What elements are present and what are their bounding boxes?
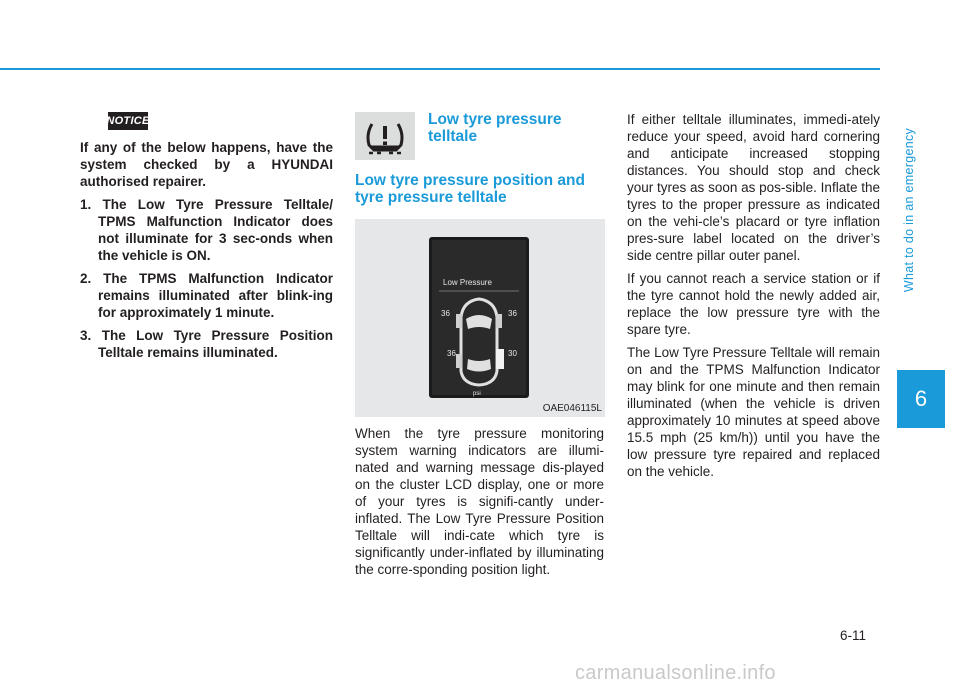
figure-code: OAE046115L: [542, 403, 602, 414]
instruction-paragraph: If you cannot reach a service station or if the tyre cannot hold the newly added air, replace the low pressure tyre with the spare tyre.: [627, 271, 880, 337]
telltale-heading: Low tyre pressure telltale: [428, 111, 562, 145]
tpms-display-figure: [355, 219, 605, 417]
notice-item: 3. The Low Tyre Pressure Position Telltale remains illuminated.: [80, 328, 333, 360]
position-telltale-heading: Low tyre pressure position and tyre pressure telltale: [355, 172, 585, 206]
chapter-title: What to do in an emergency: [902, 127, 917, 293]
tpms-body: When the tyre pressure monitoring system warning indicators are illumi-nated and warning message dis-played on the cluster LCD display, one or more of your tyres is signifi-cantly under-inflated. The Low Tyre Pressure Position Telltale will indi-cate which tyre is significantly under-inflated by illuminating the corre-sponding position light.: [355, 426, 604, 577]
chapter-side-tab: [897, 60, 921, 360]
pressure-rear-left: 36: [447, 349, 456, 358]
screen-title: Low Pressure: [443, 278, 492, 287]
page-number: 6-11: [840, 628, 867, 643]
pressure-rear-right: 30: [508, 349, 517, 358]
pressure-unit: psi: [473, 391, 481, 397]
notice-item: 2. The TPMS Malfunction Indicator remains illuminated after blink-ing for approximately 1 minute.: [80, 271, 333, 320]
notice-badge: NOTICE: [108, 112, 148, 130]
instruction-paragraph: If either telltale illuminates, immedi-ately reduce your speed, avoid hard cornering and anticipate increased stopping distances. You should stop and check your tyres as soon as pos-sible. Inflate the tyres to the proper pressure as indicated on the vehi-cle’s placard or tyre inflation pres-sure label located on the driver’s side centre pillar outer panel.: [627, 112, 880, 263]
header-rule: [0, 68, 880, 70]
pressure-front-left: 36: [441, 309, 450, 318]
pressure-front-right: 36: [508, 309, 517, 318]
chapter-number-badge: 6: [897, 370, 945, 428]
notice-intro: If any of the below happens, have the system checked by a HYUNDAI authorised repairer.: [80, 140, 333, 189]
tpms-description: [355, 425, 604, 578]
notice-item: 1. The Low Tyre Pressure Telltale/ TPMS Malfunction Indicator does not illuminate for 3 sec-onds when the vehicle is ON.: [80, 197, 333, 263]
instruction-paragraph: The Low Tyre Pressure Telltale will remain on and the TPMS Malfunction Indicator may blink for one minute and then remain illuminated (when the vehicle is driven approximately 10 minutes at speed above 15.5 mph (25 km/h)) until you have the low pressure tyre repaired and replaced on the vehicle.: [627, 345, 880, 479]
notice-block: [80, 139, 333, 367]
instructions-column: [627, 111, 880, 486]
watermark: carmanualsonline.info: [575, 662, 776, 684]
tyre-pressure-warning-icon: [355, 112, 415, 160]
